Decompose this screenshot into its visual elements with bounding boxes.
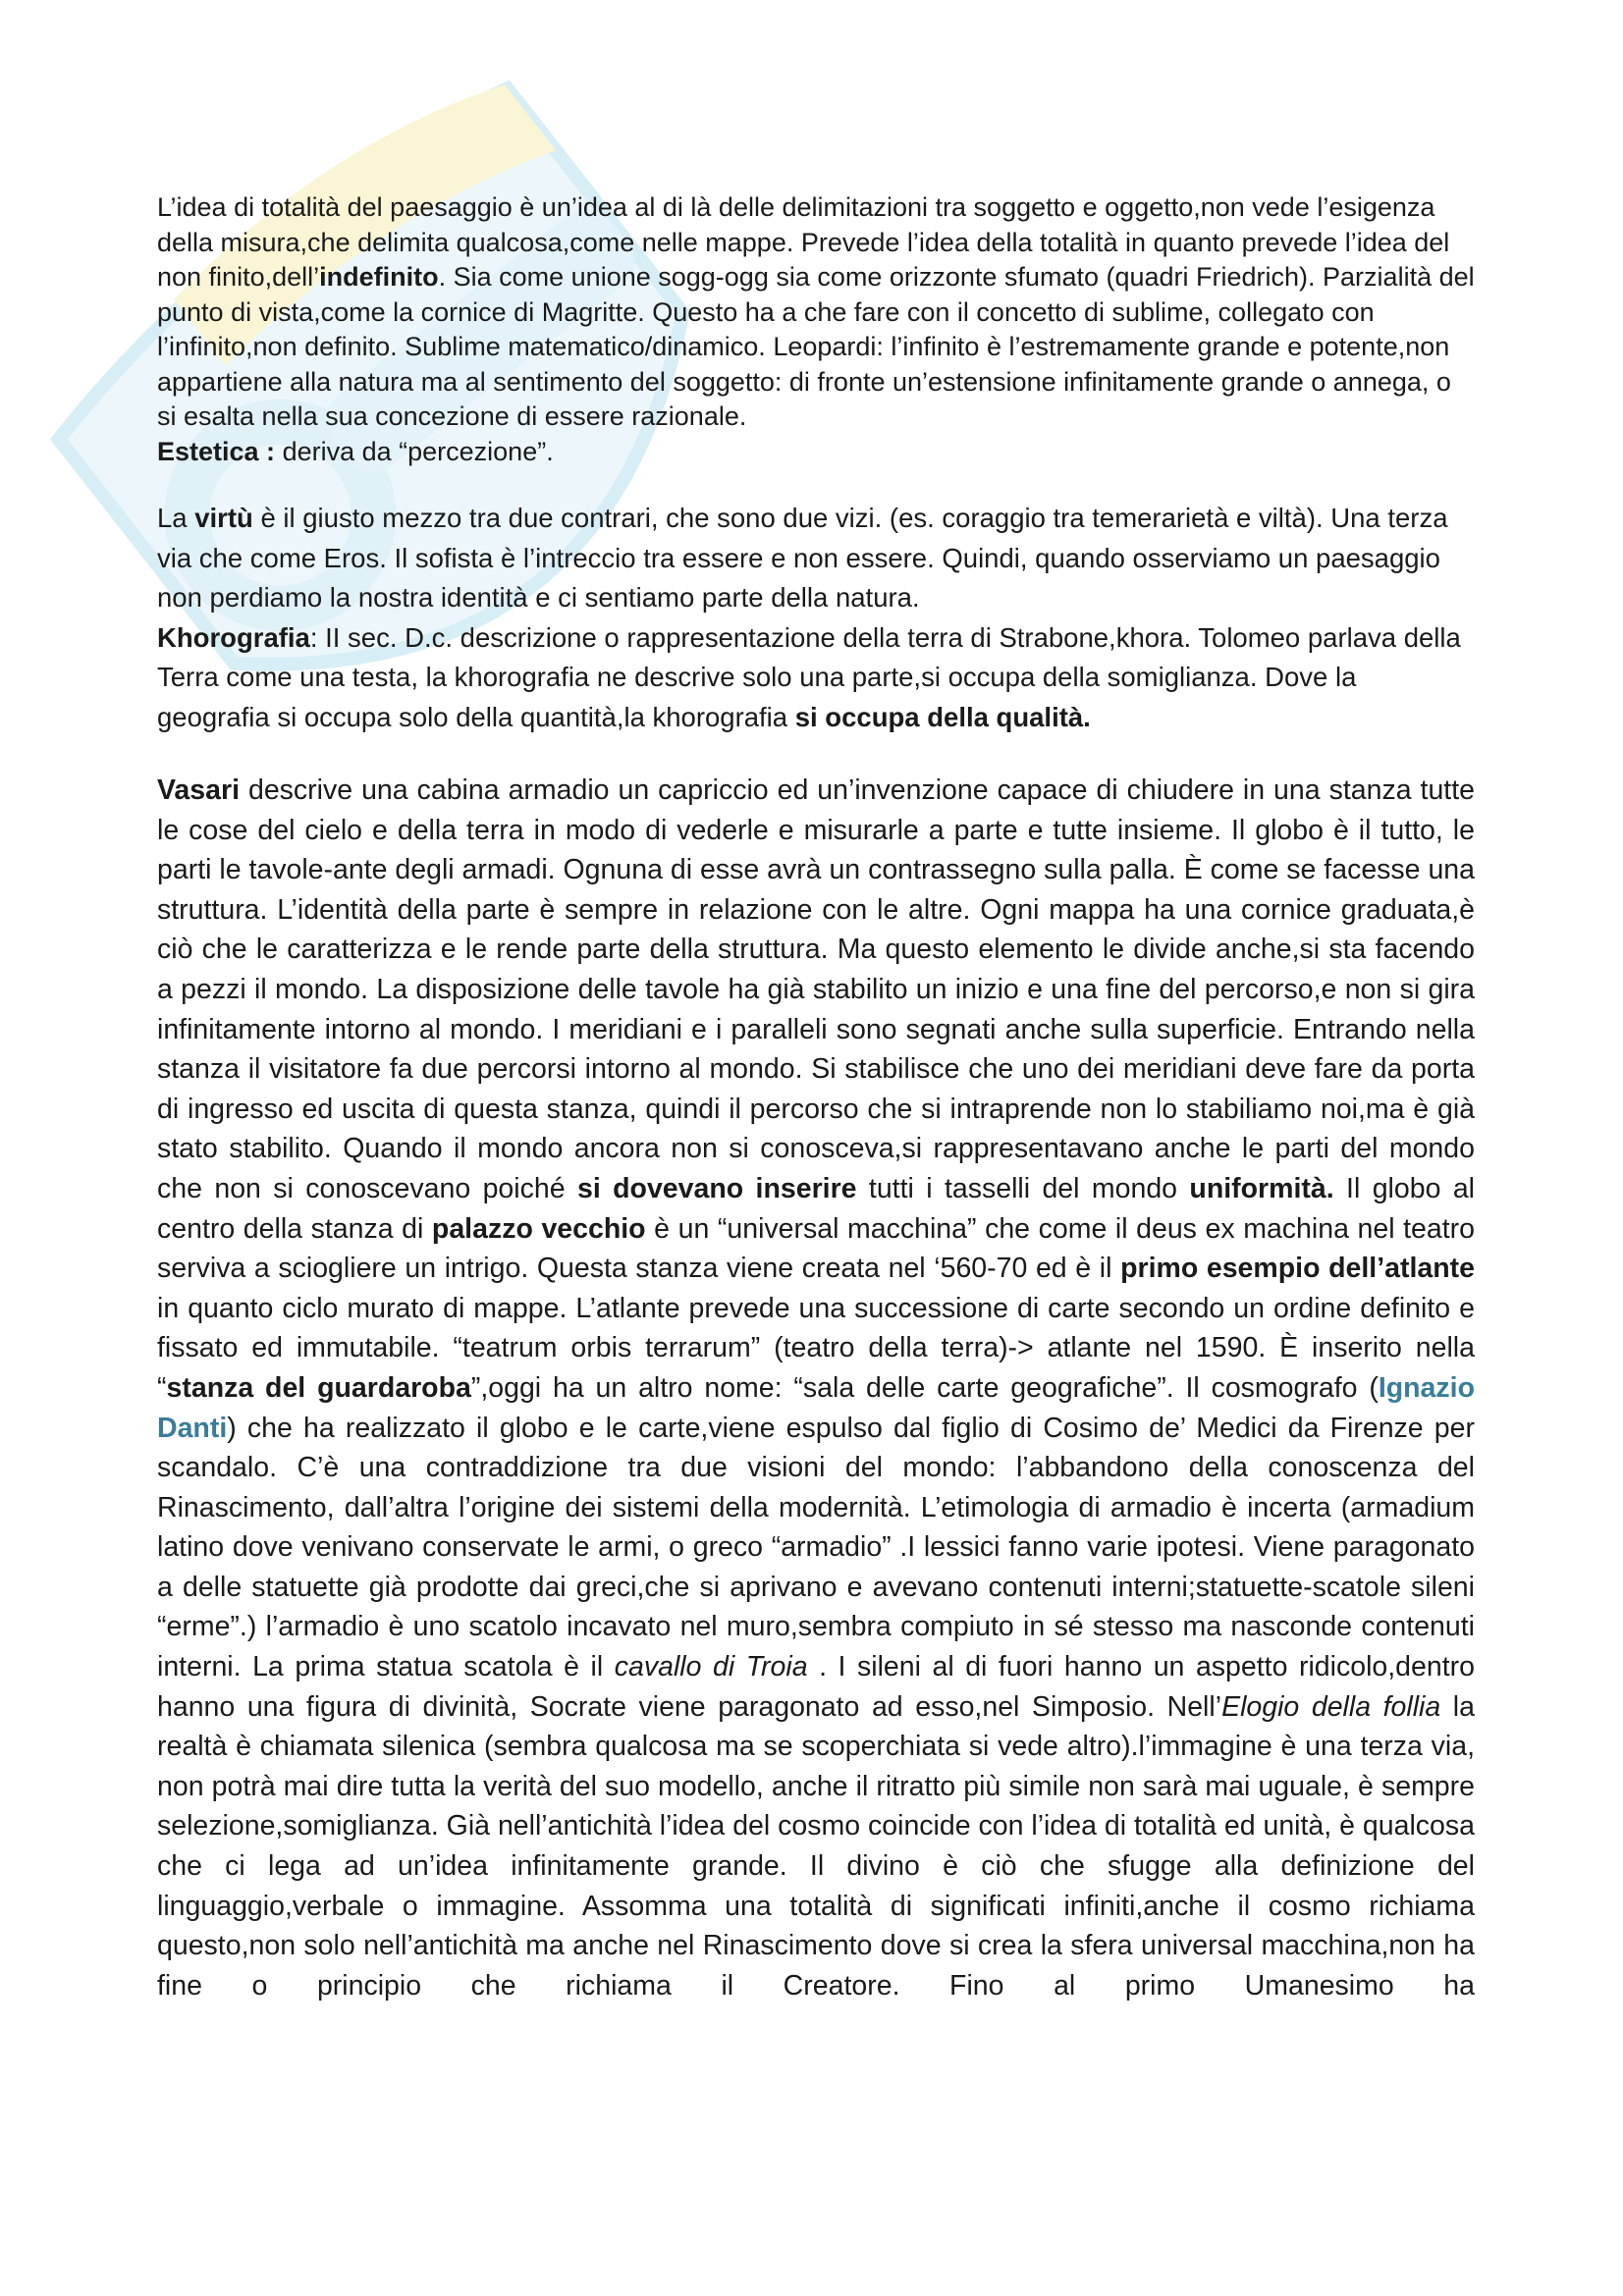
text-segment: la realtà è chiamata silenica (sembra qualcosa ma se scoperchiata si vede altro).l’immagine è una terza via, non potrà mai dire tutta la verità del suo modello, anche il ritratto più simile non sarà mai uguale, è sempre selezione,somiglianza. Già nell’antichità l’idea del cosmo coincide con l’idea di totalità ed unità, è qualcosa che ci lega ad un’idea infinitamente grande. Il divino è ciò che sfugge alla definizione del linguaggio,verbale o immagine. Assomma una totalità di significati infiniti,anche il cosmo richiama questo,non solo nell’antichità ma anche nel Rinascimento dove si crea la sfera universal macchina,non ha fine o principio che richiama il Creatore. Fino al primo Umanesimo ha [157,1690,1475,2002]
text-segment: è un “universal macchina” che come il deus ex machina nel teatro serviva a sciogliere un intrigo. Questa stanza viene creata nel ‘560-70 ed è il [157,1212,1476,1285]
bold-virtu: virtù [194,503,253,533]
text-segment: tutti i tasselli del mondo [856,1172,1190,1204]
paragraph-vasari [157,771,1475,2005]
document-page [157,190,1475,2005]
text-segment: La [157,503,195,533]
italic-cavallo-troia: cavallo di Troia [614,1651,808,1683]
bold-khorografia: Khorografia [157,621,310,653]
bold-stanza-guardaroba: stanza del guardaroba [166,1371,471,1404]
paragraph-paesaggio [157,190,1475,469]
text-segment: è il giusto mezzo tra due contrari, che sono due vizi. (es. coraggio tra temerarietà e viltà). Una terza via che come Eros. Il sofista è l’intreccio tra essere e non essere. Quindi, quando osserviamo un paesaggio non perdiamo la nostra identità e ci sentiamo parte della natura. [157,503,1448,613]
text-segment: : II sec. D.c. descrizione o rappresentazione della terra di Strabone,khora. Tolomeo parlava della Terra come una testa, la khorografia ne descrive solo una parte,si occupa della somiglianza. Dove la geografia si occupa solo della quantità,la khorografia [157,621,1461,732]
bold-qualita: si occupa della qualità. [794,701,1091,732]
text-segment: L’idea di totalità del paesaggio è un’idea al di là delle delimitazioni tra soggetto e oggetto,non vede l’esigenza della misura,che delimita qualcosa,come nelle mappe. Prevede l’idea della totalità in quanto prevede l’idea del non finito,dell’ [157,192,1450,292]
bold-uniformita: uniformità. [1189,1172,1334,1204]
bold-primo-esempio: primo esempio dell’atlante [1120,1253,1475,1285]
text-segment: ”,oggi ha un altro nome: “sala delle carte geografiche”. Il cosmografo ( [470,1371,1379,1404]
text-segment: ) che ha realizzato il globo e le carte,viene espulso dal figlio di Cosimo de’ Medici da Firenze per scandalo. C’è una contraddizione tra due visioni del mondo: l’abbandono della conoscenza del Rinascimento, dall’altra l’origine dei sistemi della modernità. L’etimologia di armadio è incerta (armadium latino dove venivano conservate le armi, o greco “armadio” .I lessici fanno varie ipotesi. Viene paragonato a delle statuette già prodotte dai greci,che si aprivano e avevano contenuti interni;statuette-scatole sileni “erme”.) l’armadio è uno scatolo incavato nel muro,sembra compiuto in sé stesso ma nasconde contenuti interni. La prima statua scatola è il [157,1412,1475,1683]
text-segment: . Sia come unione sogg-ogg sia come orizzonte sfumato (quadri Friedrich). Parzialità del punto di vista,come la cornice di Magritte. Questo ha a che fare con il concetto di sublime, collegato con l’infinito,non definito. Sublime matematico/dinamico. Leopardi: l’infinito è l’estremamente grande e potente,non appartiene alla natura ma al sentimento del soggetto: di fronte un’estensione infinitamente grande o annega, o si esalta nella sua concezione di essere razionale. [157,262,1475,431]
text-segment: . I sileni al di fuori hanno un aspetto ridicolo,dentro hanno una figura di divinità, Socrate viene paragonato ad esso,nel Simposio. Nell’ [157,1651,1475,1723]
text-segment: descrive una cabina armadio un capriccio ed un’invenzione capace di chiudere in una stanza tutte le cose del cielo e della terra in modo di vederle e misurarle a parte e tutte insieme. Il globo è il tutto, le parti le tavole-ante degli armadi. Ognuna di esse avrà un contrassegno sulla palla. È come se facesse una struttura. L’identità della parte è sempre in relazione con le altre. Ogni mappa ha una cornice graduata,è ciò che le caratterizza e le rende parte della struttura. Ma questo elemento le divide anche,si sta facendo a pezzi il mondo. La disposizione delle tavole ha già stabilito un inizio e una fine del percorso,e non si gira infinitamente intorno al mondo. I meridiani e i paralleli sono segnati anche sulla superficie. Entrando nella stanza il visitatore fa due percorsi intorno al mondo. Si stabilisce che uno dei meridiani deve fare da porta di ingresso ed uscita di questa stanza, quindi il percorso che si intraprende non lo stabiliamo noi,ma è già stato stabilito. Quando il mondo ancora non si conosceva,si rappresentavano anche le parti del mondo che non si conoscevano poiché [157,774,1475,1204]
bold-palazzo-vecchio: palazzo vecchio [431,1212,646,1245]
italic-elogio-follia: Elogio della follia [1221,1690,1441,1723]
bold-inserire: si dovevano inserire [576,1172,857,1204]
bold-vasari: Vasari [157,774,240,806]
bold-estetica: Estetica : [157,436,276,466]
link-ignazio-danti[interactable]: Ignazio Danti [157,1371,1475,1444]
paragraph-virtu [157,499,1475,737]
bold-indefinito: indefinito [319,262,439,292]
text-segment: in quanto ciclo murato di mappe. L’atlante prevede una successione di carte secondo un ordine definito e fissato ed immutabile. “teatrum orbis terrarum” (teatro della terra)-> atlante nel 1590. È inserito nella “ [157,1292,1475,1404]
text-segment: Il globo al centro della stanza di [157,1172,1475,1245]
text-segment: deriva da “percezione”. [275,436,554,466]
